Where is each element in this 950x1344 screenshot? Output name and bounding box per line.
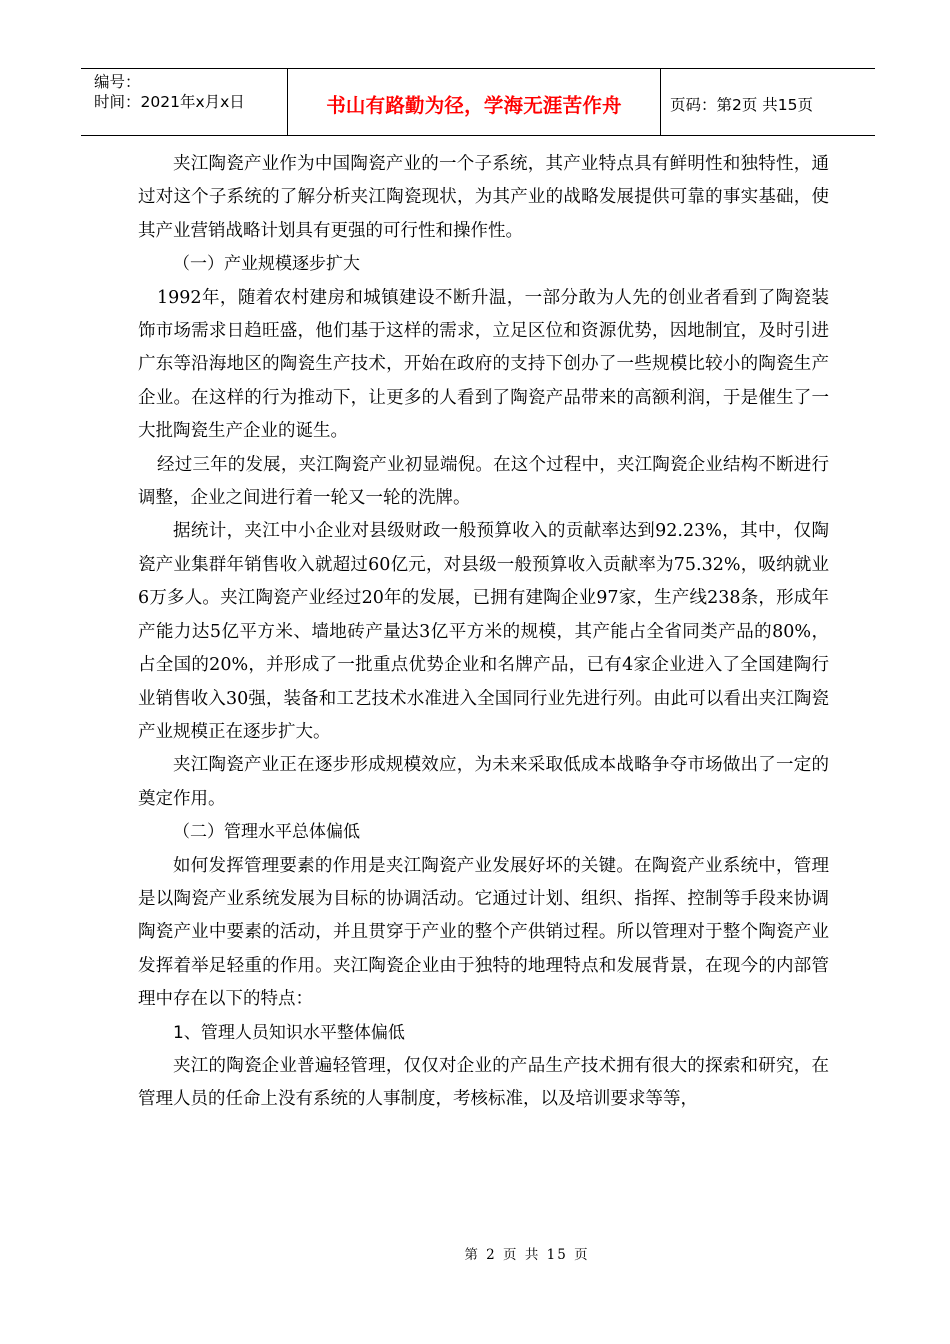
document-header xyxy=(81,68,875,136)
header-motto: 书山有路勤为径，学海无涯苦作舟 xyxy=(326,94,622,117)
paragraph: 夹江陶瓷产业作为中国陶瓷产业的一个子系统，其产业特点具有鲜明性和独特性，通过对这个子系统的了解分析夹江陶瓷现状，为其产业的战略发展提供可靠的事实基础，使其产业营销战略计划具有更强的可行性和操作性。 xyxy=(138,154,829,241)
paragraph: 1992年，随着农村建房和城镇建设不断升温，一部分敢为人先的创业者看到了陶瓷装饰市场需求日趋旺盛，他们基于这样的需求，立足区位和资源优势，因地制宜，及时引进广东等沿海地区的陶瓷生产技术，开始在政府的支持下创办了一些规模比较小的陶瓷生产企业。在这样的行为推动下，让更多的人看到了陶瓷产品带来的高额利润，于是催生了一大批陶瓷生产企业的诞生。 xyxy=(138,287,829,442)
subsection-heading: 1、管理人员知识水平整体偏低 xyxy=(173,1022,405,1043)
paragraph: 据统计，夹江中小企业对县级财政一般预算收入的贡献率达到92.23%，其中，仅陶瓷产业集群年销售收入就超过60亿元，对县级一般预算收入贡献率为75.32%，吸纳就业6万多人。夹江陶瓷产业经过20年的发展，已拥有建陶企业97家，生产线238条，形成年产能力达5亿平方米、墙地砖产量达3亿平方米的规模，其产能占全省同类产品的80%，占全国的20%，并形成了一批重点优势企业和名牌产品，已有4家企业进入了全国建陶行业销售收入30强，装备和工艺技术水准进入全国同行业先进行列。由此可以看出夹江陶瓷产业规模正在逐步扩大。 xyxy=(138,521,829,742)
header-page-code-cell xyxy=(661,69,875,135)
page-footer: 第 2 页 共 15 页 xyxy=(464,1247,590,1263)
document-body xyxy=(138,148,829,1117)
paragraph: 如何发挥管理要素的作用是夹江陶瓷产业发展好坏的关键。在陶瓷产业系统中，管理是以陶瓷产业系统发展为目标的协调活动。它通过计划、组织、指挥、控制等手段来协调陶瓷产业中要素的活动，并且贯穿于产业的整个产供销过程。所以管理对于整个陶瓷产业发挥着举足轻重的作用。夹江陶瓷企业由于独特的地理特点和发展背景，在现今的内部管理中存在以下的特点： xyxy=(138,855,829,1010)
document-time-label: 时间：2021年x月x日 xyxy=(94,93,245,111)
header-page-code: 页码：第2页 共15页 xyxy=(670,96,814,114)
header-motto-cell xyxy=(288,69,661,135)
section-heading: （一）产业规模逐步扩大 xyxy=(173,254,360,275)
document-number-label: 编号： xyxy=(94,73,141,91)
section-heading: （二）管理水平总体偏低 xyxy=(173,822,360,843)
paragraph: 夹江陶瓷产业正在逐步形成规模效应，为未来采取低成本战略争夺市场做出了一定的奠定作用。 xyxy=(138,755,829,809)
paragraph: 夹江的陶瓷企业普遍轻管理，仅仅对企业的产品生产技术拥有很大的探索和研究，在管理人员的任命上没有系统的人事制度，考核标准，以及培训要求等等， xyxy=(138,1055,829,1110)
header-meta-cell xyxy=(81,69,288,135)
paragraph: 经过三年的发展，夹江陶瓷产业初显端倪。在这个过程中，夹江陶瓷企业结构不断进行调整，企业之间进行着一轮又一轮的洗牌。 xyxy=(138,454,829,509)
